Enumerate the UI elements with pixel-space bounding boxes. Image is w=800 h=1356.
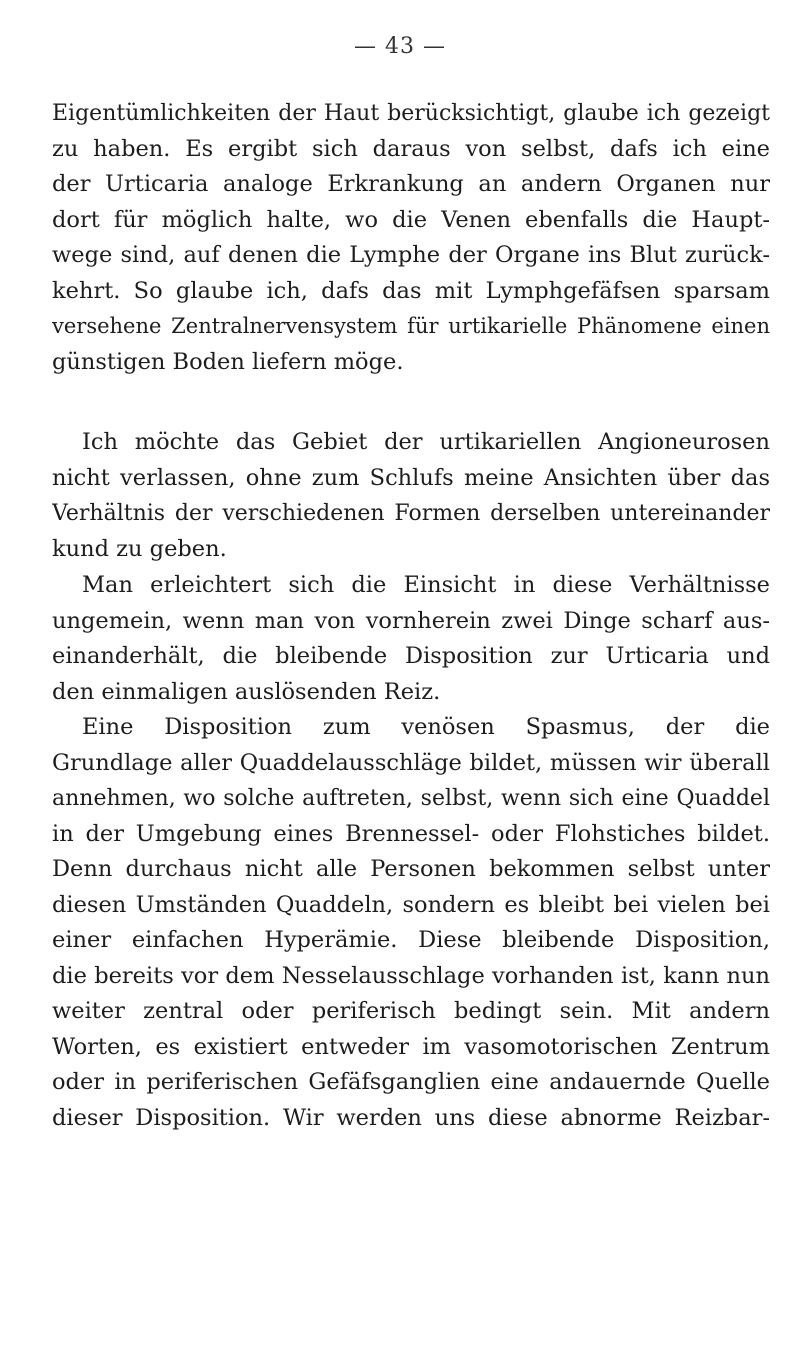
text-line: Denn durchaus nicht alle Personen bekommen selbst unter	[52, 856, 770, 882]
text-line: Ich möchte das Gebiet der urtikariellen Angioneurosen	[82, 429, 770, 455]
text-line: dieser Disposition. Wir werden uns diese abnorme Reizbar-	[52, 1104, 770, 1131]
text-line: den einmaligen auslösenden Reiz.	[52, 678, 441, 705]
text-line: Eine Disposition zum venösen Spasmus, der die	[82, 714, 770, 740]
paragraph-4	[52, 710, 770, 1136]
text-line: wege sind, auf denen die Lymphe der Organe ins Blut zurück-	[52, 242, 770, 268]
text-line: kehrt. So glaube ich, dafs das mit Lymphgefäfsen sparsam	[52, 277, 770, 304]
text-line: zu haben. Es ergibt sich daraus von selbst, dafs ich eine	[52, 135, 770, 162]
text-line: kund zu geben.	[52, 535, 227, 562]
text-line: ungemein, wenn man von vornherein zwei Dinge scharf aus-	[52, 607, 770, 634]
text-line: weiter zentral oder periferisch bedingt sein. Mit andern	[52, 998, 770, 1024]
text-line: einer einfachen Hyperämie. Diese bleibende Disposition,	[52, 927, 770, 953]
text-line: der Urticaria analoge Erkrankung an andern Organen nur	[52, 171, 770, 197]
text-line: Eigentümlichkeiten der Haut berücksichtigt, glaube ich gezeigt	[52, 101, 770, 126]
text-line: annehmen, wo solche auftreten, selbst, wenn sich eine Quaddel	[52, 786, 770, 811]
paragraph-2	[52, 425, 770, 567]
text-line: oder in periferischen Gefäfsganglien eine andauernde Quelle	[52, 1069, 770, 1095]
paragraph-3	[52, 568, 770, 710]
text-line: einanderhält, die bleibende Disposition zur Urticaria und	[52, 643, 770, 669]
text-line: diesen Umständen Quaddeln, sondern es bleibt bei vielen bei	[52, 891, 770, 918]
text-line: Man erleichtert sich die Einsicht in diese Verhältnisse	[82, 572, 770, 598]
text-line: Verhältnis der verschiedenen Formen derselben untereinander	[52, 501, 770, 526]
text-line: dort für möglich halte, wo die Venen ebenfalls die Haupt-	[52, 206, 770, 233]
text-line: in der Umgebung eines Brennessel- oder Flohstiches bildet.	[52, 820, 770, 847]
text-line: Worten, es existiert entweder im vasomotorischen Zentrum	[52, 1033, 770, 1060]
text-line: die bereits vor dem Nesselausschlage vorhanden ist, kann nun	[52, 962, 770, 989]
paragraph-1	[52, 96, 770, 380]
text-line: nicht verlassen, ohne zum Schlufs meine Ansichten über das	[52, 464, 770, 491]
text-line: versehene Zentralnervensystem für urtikarielle Phänomene einen	[52, 314, 770, 338]
text-line: Grundlage aller Quaddelausschläge bildet, müssen wir überall	[52, 749, 770, 776]
page-number: — 43 —	[354, 34, 446, 59]
text-line: günstigen Boden liefern möge.	[52, 348, 404, 375]
